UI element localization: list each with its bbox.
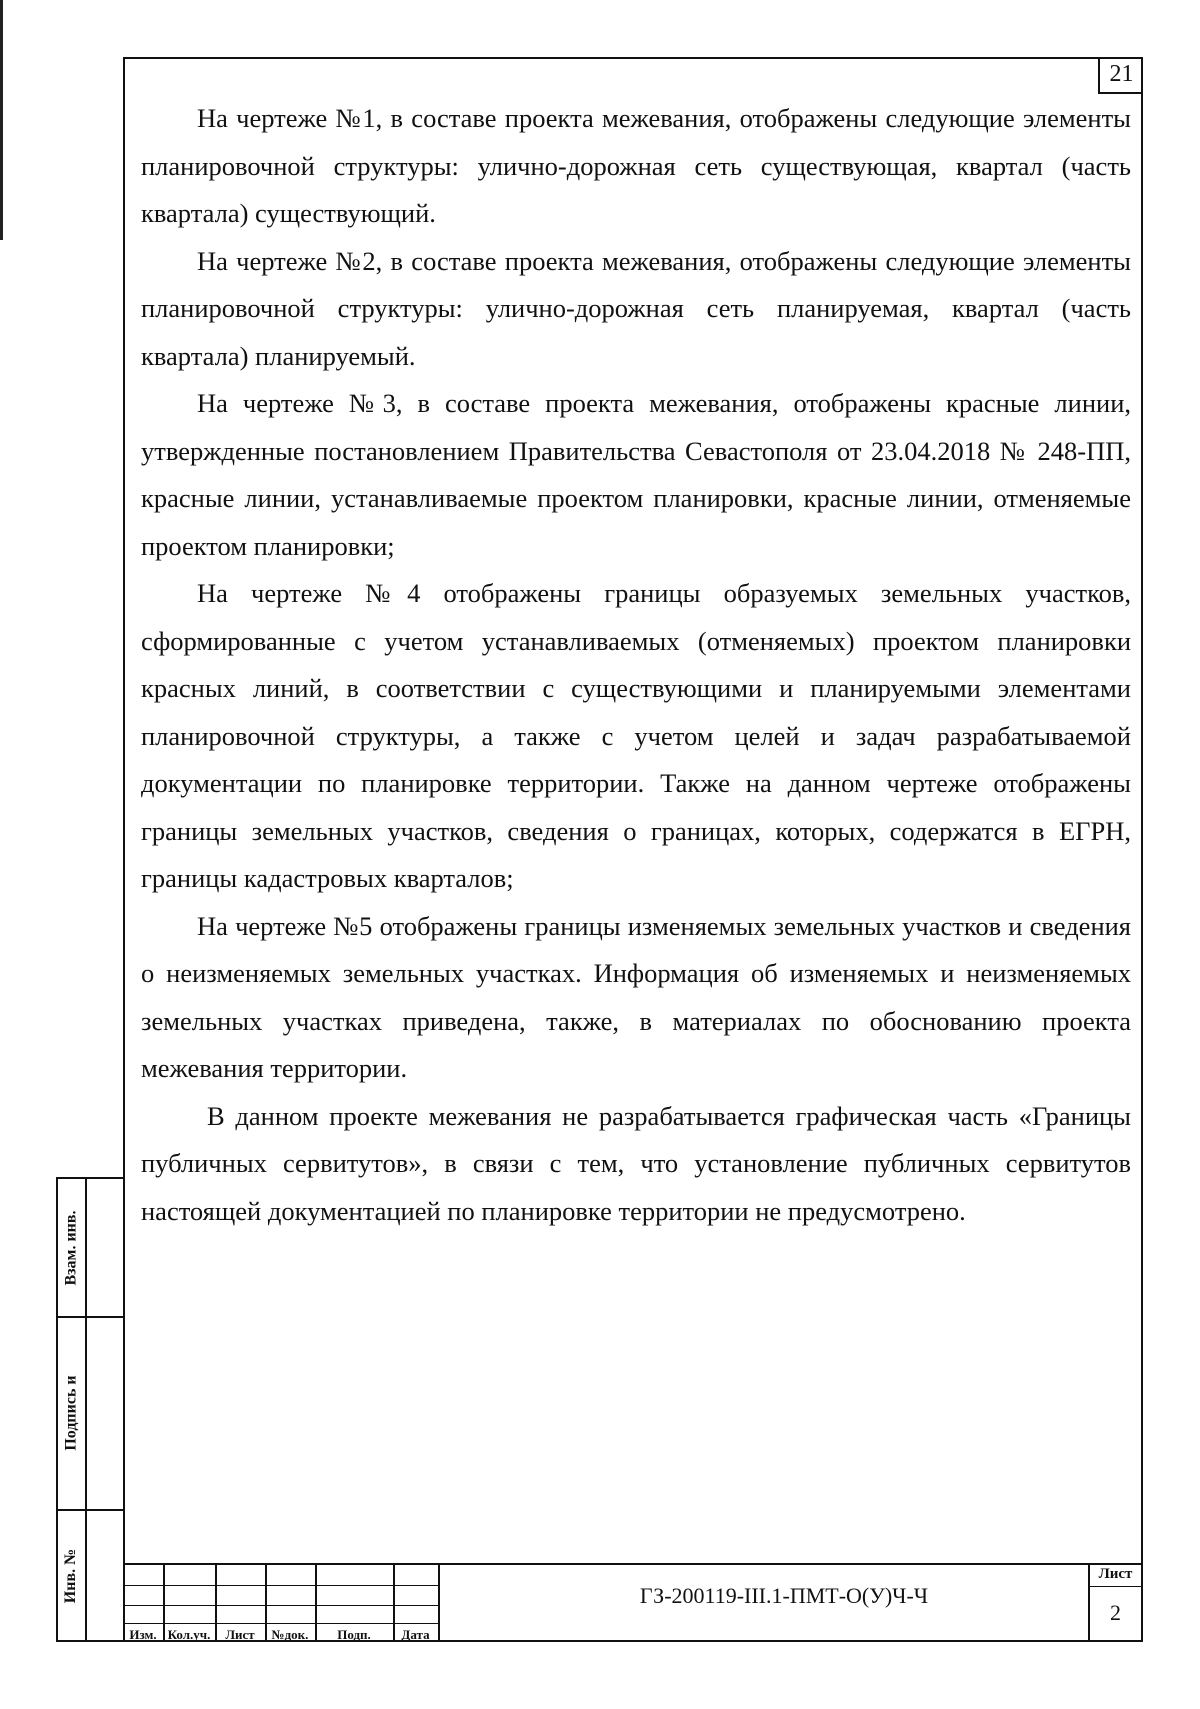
paragraph-drawing-3: На чертеже №3, в составе проекта межевания, отображены красные линии, утвержденные постановлением Правительства Севастополя от 23.04.2018 № 248-ПП, красные линии, устанавливаемые проектом планировки, красные линии, отменяемые проектом планировки; bbox=[141, 388, 1131, 561]
title-block-row-line bbox=[123, 1585, 439, 1586]
side-label-inv-no: Инв. № bbox=[62, 1548, 80, 1603]
header-n-dok: №док. bbox=[271, 1627, 309, 1642]
paragraph-drawing-2: На чертеже №2, в составе проекта межевания, отображены следующие элементы планировочной структуры: улично-дорожная сеть планируемая, квартал (часть квартала) планируемый. bbox=[141, 245, 1131, 371]
side-stamp-divider bbox=[85, 1179, 87, 1640]
header-data: Дата bbox=[401, 1627, 430, 1642]
paragraph-servitudes: В данном проекте межевания не разрабатывается графическая часть «Границы публичных сервитутов», в связи с тем, что установление публичных сервитутов настоящей документацией по планировке территории не предусмотрено. bbox=[141, 1100, 1131, 1226]
paragraph-drawing-5: На чертеже №5 отображены границы изменяемых земельных участков и сведения о неизменяемых земельных участках. Информация об изменяемых и неизменяемых земельных участках приведена, также, в материалах по обоснованию проекта межевания территории. bbox=[141, 910, 1131, 1083]
title-block-row-line bbox=[123, 1605, 439, 1606]
title-block-divider bbox=[438, 1565, 440, 1642]
document-code: ГЗ-200119-III.1-ПМТ-О(У)Ч-Ч bbox=[639, 1583, 929, 1608]
paragraph-drawing-4: На чертеже №4 отображены границы образуемых земельных участков, сформированные с учетом устанавливаемых (отменяемых) проектом планировки красных линий, в соответствии с существующими и планируемыми элементами планировочной структуры, а также с учетом целей и задач разрабатываемой документации по планировке территории. Также на данном чертеже отображены границы земельных участков, сведения о границах, которых, содержатся в ЕГРН, границы кадастровых кварталов; bbox=[141, 578, 1131, 893]
page-number: 21 bbox=[1098, 57, 1143, 94]
side-label-vzam-inv: Взам. инв. bbox=[62, 1209, 80, 1286]
title-block-row-line bbox=[123, 1623, 439, 1624]
paragraph-drawing-1: На чертеже №1, в составе проекта межевания, отображены следующие элементы планировочной структуры: улично-дорожная сеть существующая, квартал (часть квартала) существующий. bbox=[141, 103, 1131, 228]
body-text bbox=[141, 95, 1131, 1235]
scan-edge-mark bbox=[0, 0, 3, 240]
sheet-number: 2 bbox=[1110, 1600, 1121, 1625]
header-list: Лист bbox=[225, 1627, 255, 1642]
title-block-row-line bbox=[1088, 1586, 1143, 1587]
header-izm: Изм. bbox=[129, 1627, 157, 1642]
side-label-podpis: Подпись и bbox=[62, 1374, 80, 1451]
side-stamp bbox=[56, 1177, 123, 1642]
header-kol-uch: Кол.уч. bbox=[167, 1627, 211, 1642]
header-podp: Подп. bbox=[337, 1627, 371, 1642]
sheet-label: Лист bbox=[1098, 1566, 1133, 1582]
